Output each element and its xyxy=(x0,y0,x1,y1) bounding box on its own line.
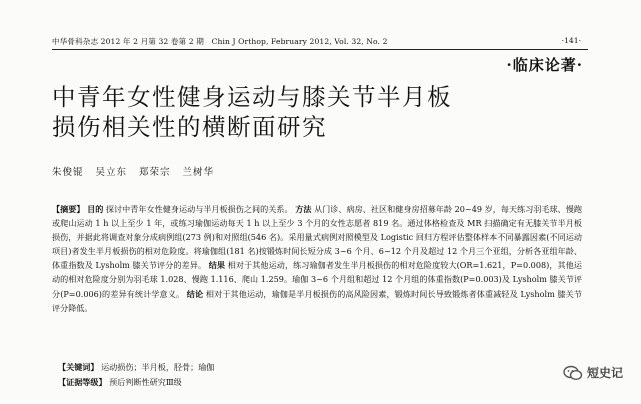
objective-text: 探讨中青年女性健身运动与半月板损伤之间的关系。 xyxy=(105,204,293,214)
conclusion-text: 相对于其他运动，瑜伽是半月板损伤的高风险因素，锻炼时间长导致锻炼者体重减轻及 Lysholm 膝关节评分降低。 xyxy=(52,288,582,313)
evidence-label: 【证据等级】 xyxy=(58,377,107,387)
journal-header: 中华骨科杂志 2012 年 2 月第 32 卷第 2 期 Chin J Orthop, February 2012, Vol. 32, No. 2 xyxy=(52,37,388,46)
methods-text: 从门诊、病房、社区和健身房招募年龄 20~49 岁，每天练习羽毛球、慢跑或爬山运动 1 h 以上至少 1 年，或练习瑜伽运动每天 1 h 以上至少 3 个月的女性志愿者 819 名。通过体格检查及 MR 扫描确定有无膝关节半月板损伤，并据此将调查对象分成病例组(273 例)和对照组(546 名)。采用量式病例对照模型及 Logistic 回归方程评估整体样本不同暴露因素(不同运动项目)者发生半月板损伤的相对危险度。将瑜伽组(181 名)按锻炼时间长短分成 3~6 个月、6~12 个月及超过 12 个月三个亚组，分析各亚组年龄、体重指数及 Lysholm 膝关节评分的差异。 xyxy=(52,204,582,271)
header-rule xyxy=(52,49,588,50)
results-label: 结果 xyxy=(208,260,226,271)
section-tag: ·临床论著· xyxy=(506,56,583,74)
watermark-text: 短史记 xyxy=(586,366,623,380)
keywords xyxy=(58,362,214,373)
page-number: ·141· xyxy=(561,36,581,45)
abstract-label: 【摘要】 xyxy=(52,204,85,214)
results-text: 相对于其他运动，练习瑜伽者发生半月板损伤的相对危险度较大(OR=1.621，P=0.008)，其他运动的相对危险度分别为羽毛球 1.028、慢跑 1.116、爬山 1.259。瑜伽 3~6 个月组和超过 12 个月组的体重指数(P=0.003)及 Lysholm 膝关节评分(P=0.006)的差异有统计学意义。 xyxy=(52,260,582,299)
keywords-label: 【关键词】 xyxy=(58,362,99,372)
author-list: 朱俊锟 吴立东 郑荣宗 兰树华 xyxy=(52,167,215,178)
wechat-icon xyxy=(563,365,583,381)
keywords-text: 运动损伤；半月板，胫骨；瑜伽 xyxy=(101,362,215,372)
title-line-2: 损伤相关性的横断面研究 xyxy=(52,113,327,141)
title-line-1: 中青年女性健身运动与膝关节半月板 xyxy=(52,83,452,111)
objective-label: 目的 xyxy=(87,204,104,214)
evidence-level xyxy=(58,377,182,388)
conclusion-label: 结论 xyxy=(186,288,204,299)
methods-label: 方法 xyxy=(295,204,312,214)
abstract xyxy=(52,202,582,315)
evidence-text: 预后判断性研究Ⅲ级 xyxy=(109,377,182,387)
article-title xyxy=(52,82,552,142)
watermark xyxy=(563,364,623,381)
